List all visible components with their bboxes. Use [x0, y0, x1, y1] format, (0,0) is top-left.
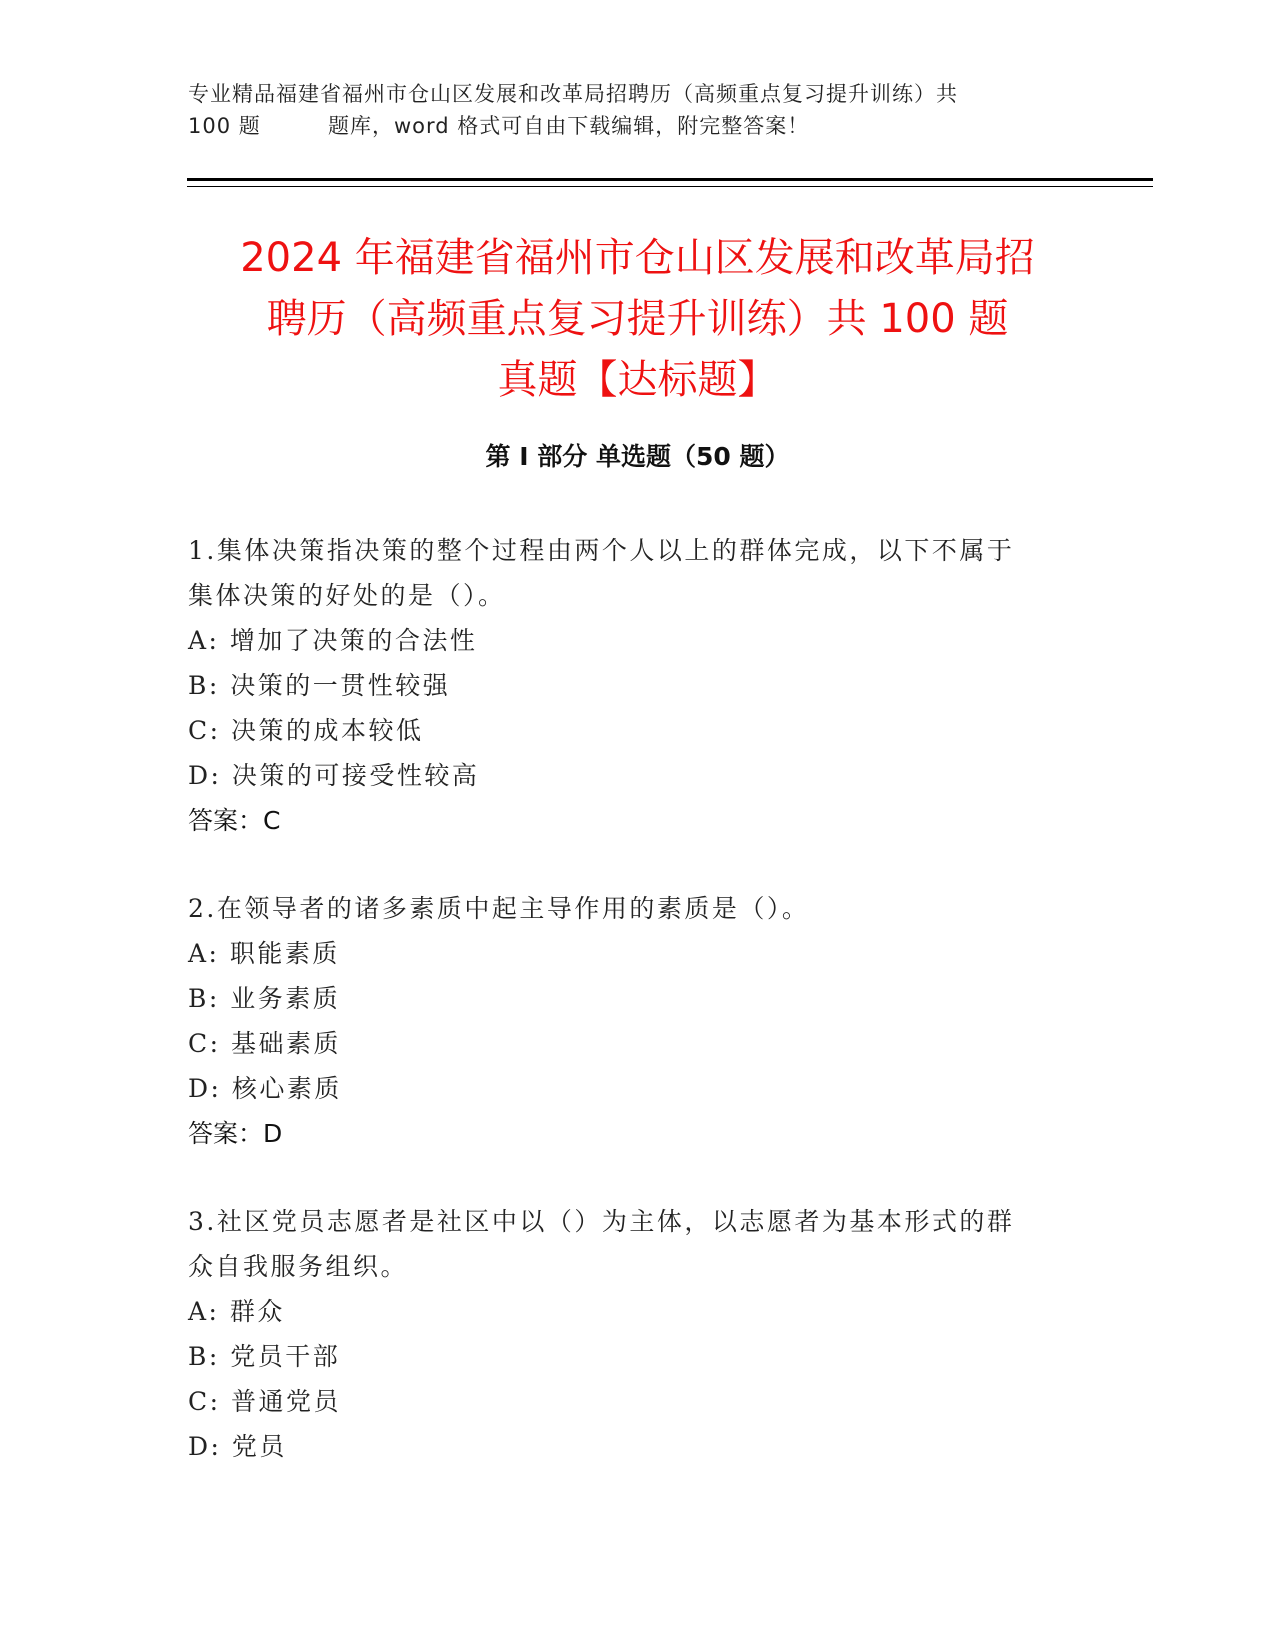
document-title-line2: 聘历（高频重点复习提升训练）共 100 题	[266, 296, 1009, 342]
question-3	[188, 1199, 1068, 1469]
header-note-line2-row	[188, 110, 1068, 142]
header-note	[188, 78, 1068, 142]
question-stem: 1.集体决策指决策的整个过程由两个人以上的群体完成，以下不属于	[188, 536, 1015, 565]
question-1	[188, 528, 1068, 843]
section-title: 第 I 部分 单选题（50 题）	[485, 442, 790, 471]
option-c: C: 决策的成本较低	[188, 716, 424, 745]
option-d: D: 党员	[188, 1432, 287, 1461]
question-stem: 2.在领导者的诸多素质中起主导作用的素质是（）。	[188, 894, 810, 923]
question-stem-continued: 众自我服务组织。	[188, 1252, 409, 1281]
header-note-count: 100 题	[188, 114, 261, 138]
option-d: D: 核心素质	[188, 1074, 342, 1103]
header-divider-thin	[187, 186, 1153, 187]
option-a: A: 群众	[188, 1297, 285, 1326]
option-b: B: 业务素质	[188, 984, 341, 1013]
option-b: B: 党员干部	[188, 1342, 341, 1371]
option-a: A: 职能素质	[188, 939, 340, 968]
question-2	[188, 886, 1068, 1156]
answer: 答案：D	[188, 1119, 283, 1148]
header-note-line2: 题库，word 格式可自由下载编辑，附完整答案！	[328, 114, 810, 138]
header-divider-thick	[187, 178, 1153, 181]
option-d: D: 决策的可接受性较高	[188, 761, 480, 790]
document-title-line1: 2024 年福建省福州市仓山区发展和改革局招	[240, 235, 1035, 281]
document-title-line3: 真题【达标题】	[497, 357, 778, 403]
option-b: B: 决策的一贯性较强	[188, 671, 451, 700]
option-c: C: 普通党员	[188, 1387, 341, 1416]
option-a: A: 增加了决策的合法性	[188, 626, 478, 655]
question-list	[188, 528, 1068, 1469]
header-note-line1: 专业精品福建省福州市仓山区发展和改革局招聘历（高频重点复习提升训练）共	[188, 82, 958, 106]
document-title	[150, 228, 1125, 411]
question-stem: 3.社区党员志愿者是社区中以（）为主体，以志愿者为基本形式的群	[188, 1207, 1015, 1236]
answer: 答案：C	[188, 806, 281, 835]
question-stem-continued: 集体决策的好处的是（）。	[188, 581, 506, 610]
option-c: C: 基础素质	[188, 1029, 341, 1058]
